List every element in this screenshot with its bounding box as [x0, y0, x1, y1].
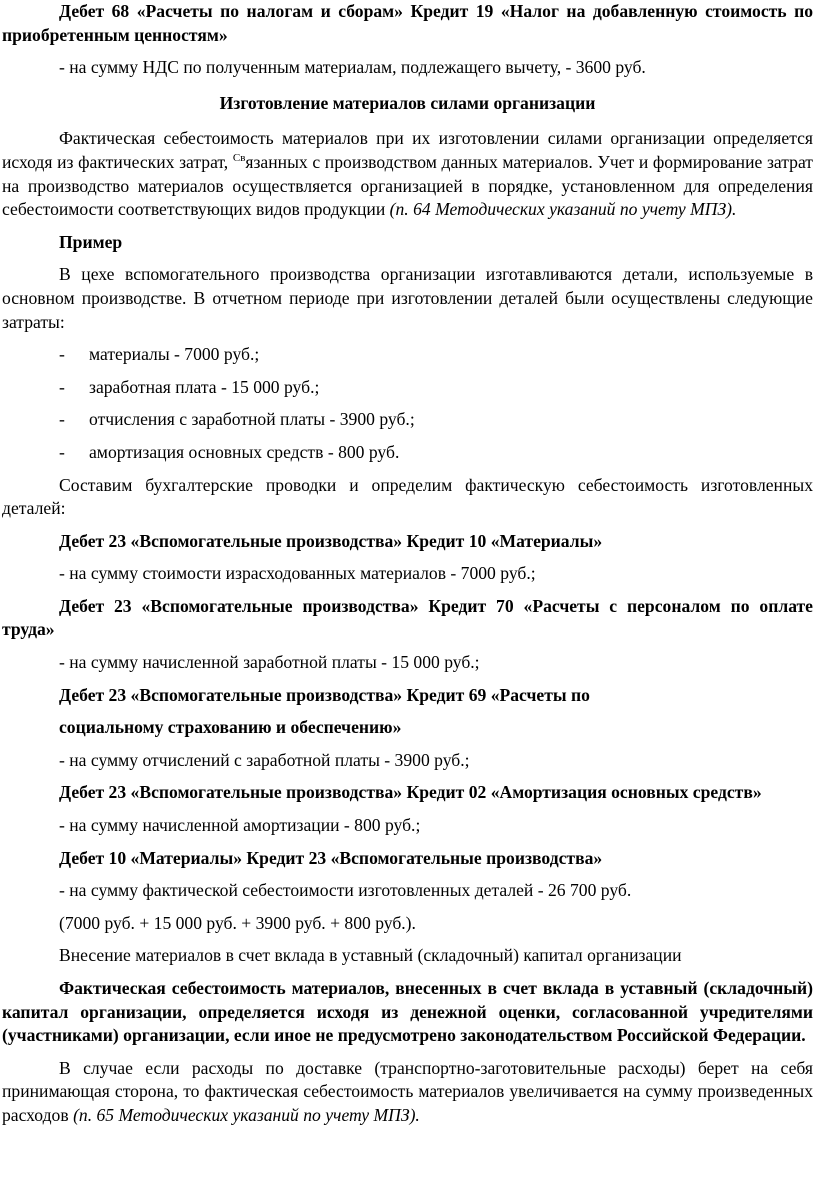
entry-23-10-description: - на сумму стоимости израсходованных материалов - 7000 руб.;	[59, 563, 536, 584]
entry-23-69-line-2: социальному страхованию и обеспечению»	[59, 717, 402, 738]
paragraph-delivery-text: В случае если расходы по доставке (транспортно-заготовительные расходы) берет на себя принимающая сторона, то фактическая себестоимость материалов увеличивается на сумму произведенных расходов	[2, 1057, 813, 1125]
paragraph-delivery-costs	[2, 1057, 813, 1128]
list-dash: -	[59, 376, 65, 397]
list-item	[2, 343, 813, 367]
entry-10-23: Дебет 10 «Материалы» Кредит 23 «Вспомогательные производства»	[59, 847, 603, 868]
paragraph-example: В цехе вспомогательного производства организации изготавливаются детали, используемые в основном производстве. В отчетном периоде при изготовлении деталей были осуществлены следующие затраты:	[2, 264, 813, 332]
reference-p65: (п. 65 Методических указаний по учету МПЗ).	[73, 1104, 420, 1125]
list-dash: -	[59, 344, 65, 365]
entry-23-10: Дебет 23 «Вспомогательные производства» Кредит 10 «Материалы»	[59, 530, 603, 551]
entry-23-69-description: - на сумму отчислений с заработной платы - 3900 руб.;	[59, 749, 470, 770]
entry-68-19-description: - на сумму НДС по полученным материалам, подлежащего вычету, - 3600 руб.	[59, 57, 646, 78]
entry-23-69-line-1: Дебет 23 «Вспомогательные производства» Кредит 69 «Расчеты по	[59, 684, 590, 705]
example-heading: Пример	[59, 231, 123, 252]
list-item-text: материалы - 7000 руб.;	[89, 344, 260, 365]
list-item-text: заработная плата - 15 000 руб.;	[89, 376, 320, 397]
entry-68-19: Дебет 68 «Расчеты по налогам и сборам» Кредит 19 «Налог на добавленную стоимость по приобретенным ценностям»	[2, 1, 813, 45]
list-item-text: амортизация основных средств - 800 руб.	[89, 441, 400, 462]
list-dash: -	[59, 409, 65, 430]
reference-p64: (п. 64 Методических указаний по учету МПЗ).	[389, 199, 737, 220]
section-heading-self-made: Изготовление материалов силами организации	[219, 92, 596, 113]
entry-10-23-description: - на сумму фактической себестоимости изготовленных деталей - 26 700 руб.	[59, 880, 632, 901]
list-dash: -	[59, 441, 65, 462]
list-item	[2, 441, 813, 465]
entry-23-70: Дебет 23 «Вспомогательные производства» Кредит 70 «Расчеты с персоналом по оплате труда»	[2, 595, 813, 640]
superscript-fragment: Св	[232, 151, 246, 164]
paragraph-entries-intro: Составим бухгалтерские проводки и определим фактическую себестоимость изготовленных деталей:	[2, 474, 813, 519]
paragraph-part-1: Фактическая себестоимость материалов при их изготовлении силами организации определяется исходя из фактических затрат,	[2, 128, 813, 172]
entry-10-23-calculation: (7000 руб. + 15 000 руб. + 3900 руб. + 800 руб.).	[59, 912, 416, 933]
list-item	[2, 376, 813, 400]
paragraph-self-made-cost	[2, 127, 813, 221]
entry-23-70-description: - на сумму начисленной заработной платы - 15 000 руб.;	[59, 652, 480, 673]
paragraph-part-2: язанных с производством данных материалов. Учет и формирование затрат на производство материалов осуществляется организацией в порядке, установленном для определения себестоимости соответствующих видов продукции	[2, 151, 813, 220]
list-item-text: отчисления с заработной платы - 3900 руб.;	[89, 409, 415, 430]
paragraph-contribution-heading: Внесение материалов в счет вклада в уставный (складочный) капитал организации	[59, 945, 682, 966]
list-item	[2, 408, 813, 432]
cost-list	[2, 343, 813, 464]
paragraph-contribution-cost: Фактическая себестоимость материалов, внесенных в счет вклада в уставный (складочный) капитал организации, определяется исходя из денежной оценки, согласованной учредителями (участниками) организации, если иное не предусмотрено законодательством Российской Федерации.	[2, 978, 813, 1046]
entry-23-02: Дебет 23 «Вспомогательные производства» Кредит 02 «Амортизация основных средств»	[59, 782, 762, 803]
entry-23-02-description: - на сумму начисленной амортизации - 800 руб.;	[59, 815, 421, 836]
